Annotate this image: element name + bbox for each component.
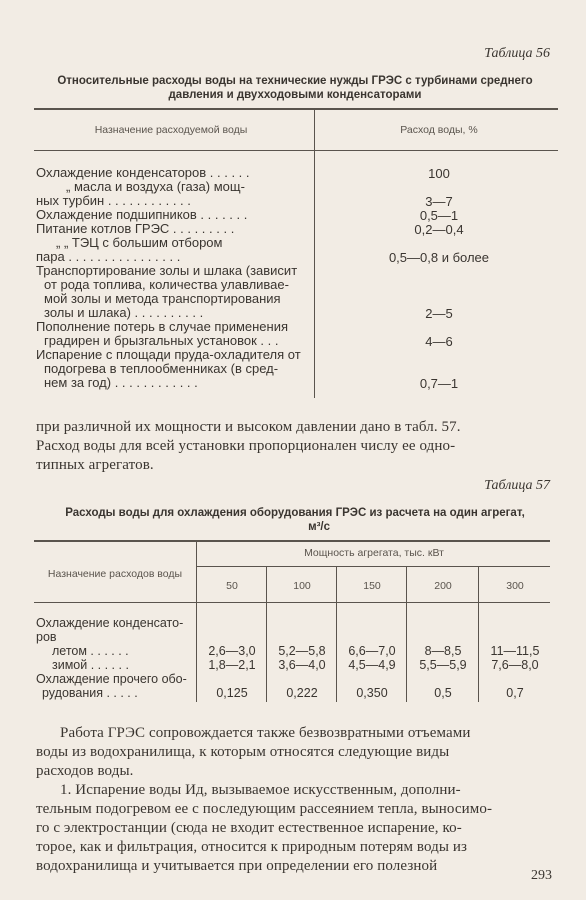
table57-capacity: 200 <box>434 580 452 592</box>
row-label: градирен и брызгальных установок . . . <box>44 333 279 348</box>
table57-cell: 2,6—3,0 <box>208 644 256 658</box>
table57-top-rule <box>34 540 550 542</box>
table57-caption: Таблица 57 <box>484 478 550 493</box>
table57-cell: 5,2—5,8 <box>278 644 326 658</box>
table56-col-divider <box>314 108 315 398</box>
table56-value: 100 <box>428 166 450 181</box>
table56-row <box>36 236 306 264</box>
text-line: водохранилища и учитывается при определении его полезной <box>36 858 438 874</box>
row-label: Транспортирование золы и шлака (зависит <box>36 263 298 278</box>
table56-row <box>36 222 306 236</box>
paragraph-1 <box>36 418 556 475</box>
text-line: торое, как и фильтрация, относится к природным потерям воды из <box>36 839 468 855</box>
table57-row-label: зимой . . . . . . <box>52 658 129 672</box>
text-line: при различной их мощности и высоком давлении дано в табл. 57. <box>36 419 461 435</box>
table57-header-rule <box>34 602 550 603</box>
text-line: 1. Испарение воды Ид, вызываемое искусственным, дополни- <box>60 782 461 798</box>
table57-capacity: 100 <box>293 580 311 592</box>
table57-cell: 3,6—4,0 <box>278 658 326 672</box>
table57-title-line2: м³/с <box>308 521 330 533</box>
table56-value: 0,2—0,4 <box>414 222 464 237</box>
row-label: от рода топлива, количества улавливае- <box>44 277 289 292</box>
table56-row <box>36 208 306 222</box>
table57-divider <box>406 566 407 702</box>
text-line: Расход воды для всей установки пропорционален числу ее одно- <box>36 438 456 454</box>
row-label: „ масла и воздуха (газа) мощ- <box>66 179 245 194</box>
row-label: „ „ ТЭЦ с большим отбором <box>56 235 223 250</box>
table57-group-rule <box>196 566 550 567</box>
paragraph-2 <box>36 724 556 876</box>
table57-capacity: 300 <box>506 580 524 592</box>
table56-caption: Таблица 56 <box>484 46 550 61</box>
text-line: тельным подогревом ее с последующим рассеянием тепла, выносимо- <box>36 801 493 817</box>
table56-value: 0,5—1 <box>419 208 459 223</box>
table57-capacity: 50 <box>226 580 238 592</box>
row-label: золы и шлака) . . . . . . . . . . <box>44 305 204 320</box>
table57-row-label: рудования . . . . . <box>42 686 138 700</box>
table57-title-line1: Расходы воды для охлаждения оборудования ГРЭС из расчета на один агрегат, <box>65 507 525 519</box>
table57-group-header: Мощность агрегата, тыс. кВт <box>304 547 444 559</box>
table57-cell: 8—8,5 <box>424 644 462 658</box>
text-line: типных агрегатов. <box>36 457 154 473</box>
table56-title <box>30 74 560 102</box>
table57-row-label: ров <box>36 630 57 644</box>
table57-cell: 0,222 <box>286 686 318 700</box>
table57-cell: 0,350 <box>356 686 388 700</box>
table57-cell: 11—11,5 <box>490 644 540 658</box>
text-line: го с электростанции (сюда не входит естественное испарение, ко- <box>36 820 462 836</box>
table56-col1-header: Назначение расходуемой воды <box>94 124 248 136</box>
table57-row-label: Охлаждение конденсато- <box>36 616 184 630</box>
row-label: мой золы и метода транспортирования <box>44 291 281 306</box>
table56-row <box>36 166 306 180</box>
table56-value: 0,5—0,8 и более <box>388 250 490 265</box>
table57-divider <box>196 540 197 702</box>
row-label: Испарение с площади пруда-охладителя от <box>36 347 301 362</box>
table56-top-rule <box>34 108 558 110</box>
table56-value: 3—7 <box>425 194 453 209</box>
table56-row <box>36 320 306 348</box>
table57-cell: 5,5—5,9 <box>419 658 467 672</box>
page-number: 293 <box>531 868 552 883</box>
row-label: пара . . . . . . . . . . . . . . . . <box>36 249 181 264</box>
table56-col2-header: Расход воды, % <box>400 124 478 136</box>
table57-divider <box>478 566 479 702</box>
table57-cell: 1,8—2,1 <box>208 658 256 672</box>
row-label: Питание котлов ГРЭС . . . . . . . . . <box>36 221 235 236</box>
table57-cell: 6,6—7,0 <box>348 644 396 658</box>
text-line: воды из водохранилища, к которым относятся следующие виды <box>36 744 450 760</box>
text-line: Работа ГРЭС сопровождается также безвозвратными отъемами <box>60 725 471 741</box>
row-label: подогрева в теплообменниках (в сред- <box>44 361 279 376</box>
table57-row-label: Охлаждение прочего обо- <box>36 672 187 686</box>
table57-cell: 0,5 <box>434 686 452 700</box>
table56-row <box>36 348 306 390</box>
table56-row <box>36 264 306 320</box>
table57-title <box>30 506 560 534</box>
table57-cell: 0,125 <box>216 686 248 700</box>
table57-cell: 7,6—8,0 <box>491 658 539 672</box>
table57-capacity: 150 <box>363 580 381 592</box>
table56-title-line2: давления и двухходовыми конденсаторами <box>168 89 422 101</box>
table57-cell: 4,5—4,9 <box>348 658 396 672</box>
table57-divider <box>266 566 267 702</box>
table56-value: 0,7—1 <box>419 376 459 391</box>
table56-value: 4—6 <box>425 334 453 349</box>
table57-cell: 0,7 <box>506 686 524 700</box>
text-line: расходов воды. <box>36 763 134 779</box>
row-label: ных турбин . . . . . . . . . . . . <box>36 193 191 208</box>
table57-divider <box>336 566 337 702</box>
table56-row <box>36 180 306 208</box>
table57-col1-header: Назначение расходов воды <box>47 568 183 580</box>
row-label: нем за год) . . . . . . . . . . . . <box>44 375 198 390</box>
row-label: Охлаждение конденсаторов . . . . . . <box>36 165 250 180</box>
table56-header-rule <box>34 150 558 151</box>
row-label: Пополнение потерь в случае применения <box>36 319 289 334</box>
row-label: Охлаждение подшипников . . . . . . . <box>36 207 248 222</box>
table56-value: 2—5 <box>425 306 453 321</box>
table57-row-label: летом . . . . . . <box>52 644 129 658</box>
table56-title-line1: Относительные расходы воды на технические нужды ГРЭС с турбинами среднего <box>57 75 533 87</box>
